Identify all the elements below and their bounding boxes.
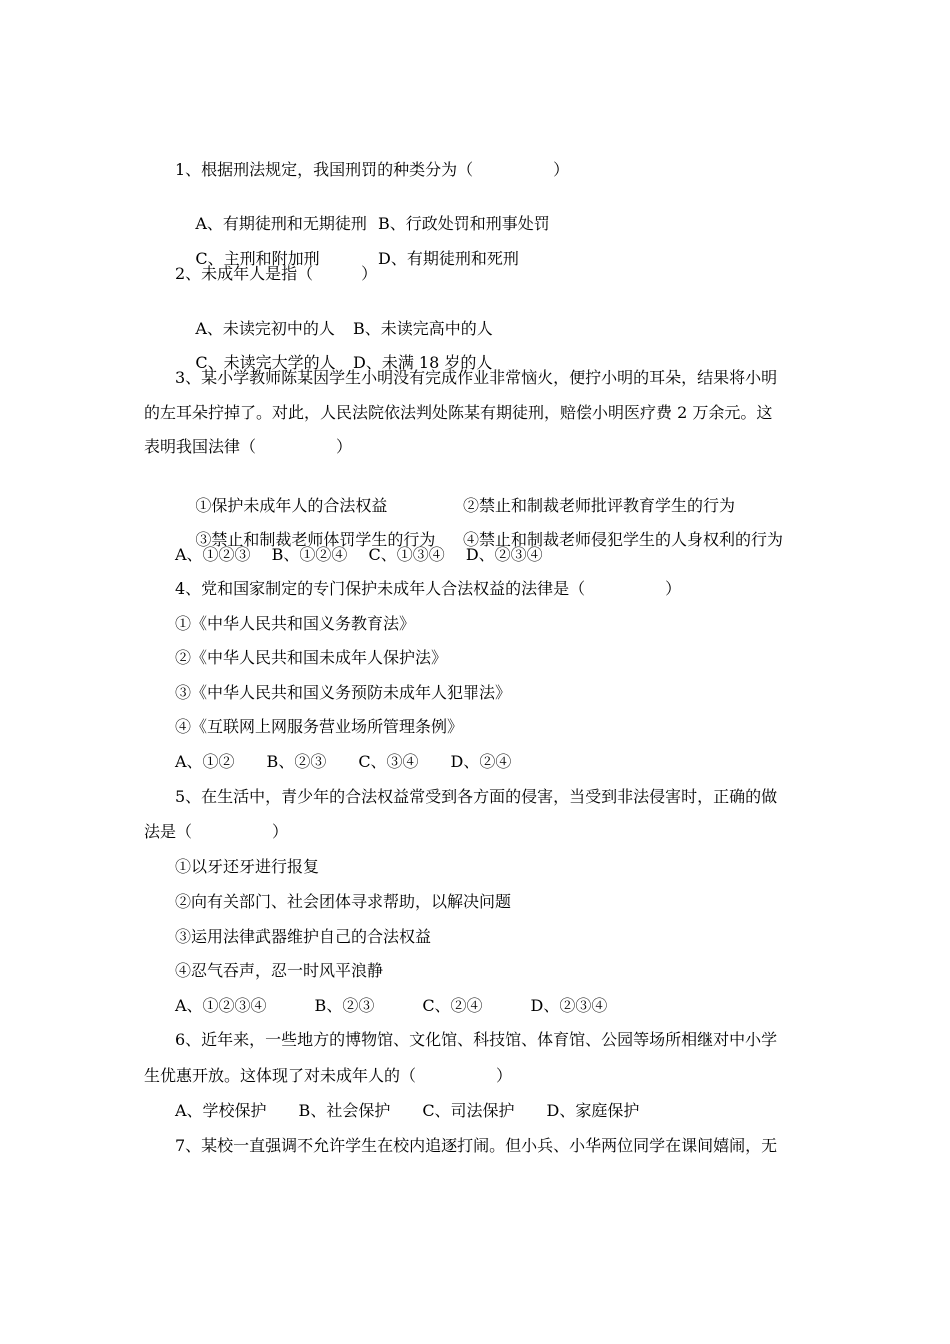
question-6-answer-options: A、学校保护 B、社会保护 C、司法保护 D、家庭保护 xyxy=(175,1101,640,1120)
option-d: D、有期徒刑和死刑 xyxy=(378,249,519,268)
question-3-answer-options: A、①②③ B、①②④ C、①③④ D、②③④ xyxy=(175,545,543,564)
question-5-stem-line-2: 法是（ ） xyxy=(144,822,289,841)
question-4-answer-options: A、①② B、②③ C、③④ D、②④ xyxy=(175,752,512,771)
question-3-stem-line-2: 的左耳朵拧掉了。对此，人民法院依法判处陈某有期徒刑，赔偿小明医疗费 2 万余元。这 xyxy=(144,403,773,422)
question-6-stem-line-2: 生优惠开放。这体现了对未成年人的（ ） xyxy=(144,1066,513,1085)
question-4-stem: 4、党和国家制定的专门保护未成年人合法权益的法律是（ ） xyxy=(175,579,682,598)
question-5-stem-line-1: 5、在生活中，青少年的合法权益常受到各方面的侵害，当受到非法侵害时，正确的做 xyxy=(175,787,778,806)
question-4-statement-1: ①《中华人民共和国义务教育法》 xyxy=(175,614,416,633)
option-a: A、未读完初中的人 xyxy=(195,319,335,338)
question-5-statement-3: ③运用法律武器维护自己的合法权益 xyxy=(175,927,432,946)
question-2-stem: 2、未成年人是指（ ） xyxy=(175,264,378,283)
question-5-statement-4: ④忍气吞声，忍一时风平浪静 xyxy=(175,961,384,980)
question-3-stem-line-1: 3、某小学教师陈某因学生小明没有完成作业非常恼火，便拧小明的耳朵，结果将小明 xyxy=(175,368,778,387)
question-6-stem-line-1: 6、近年来，一些地方的博物馆、文化馆、科技馆、体育馆、公园等场所相继对中小学 xyxy=(175,1030,778,1049)
question-4-statement-4: ④《互联网上网服务营业场所管理条例》 xyxy=(175,717,464,736)
question-4-statement-2: ②《中华人民共和国未成年人保护法》 xyxy=(175,648,448,667)
statement-3: ③禁止和制裁老师体罚学生的行为 xyxy=(195,530,436,549)
question-7-stem-line-1: 7、某校一直强调不允许学生在校内追逐打闹。但小兵、小华两位同学在课间嬉闹，无 xyxy=(175,1136,778,1155)
question-5-statement-1: ①以牙还牙进行报复 xyxy=(175,857,320,876)
question-5-answer-options: A、①②③④ B、②③ C、②④ D、②③④ xyxy=(175,996,608,1015)
option-c: C、主刑和附加刑 xyxy=(195,249,320,268)
option-c: C、未读完大学的人 xyxy=(195,353,336,372)
question-3-stem-line-3: 表明我国法律（ ） xyxy=(144,437,353,456)
statement-4: ④禁止和制裁老师侵犯学生的人身权利的行为 xyxy=(463,530,784,549)
statement-1: ①保护未成年人的合法权益 xyxy=(195,496,388,515)
question-4-statement-3: ③《中华人民共和国义务预防未成年人犯罪法》 xyxy=(175,683,512,702)
option-b: B、未读完高中的人 xyxy=(353,319,493,338)
statement-2: ②禁止和制裁老师批评教育学生的行为 xyxy=(463,496,736,515)
option-b: B、行政处罚和刑事处罚 xyxy=(378,214,550,233)
option-d: D、未满 18 岁的人 xyxy=(353,353,493,372)
question-5-statement-2: ②向有关部门、社会团体寻求帮助，以解决问题 xyxy=(175,892,512,911)
option-a: A、有期徒刑和无期徒刑 xyxy=(195,214,367,233)
question-1-stem: 1、根据刑法规定，我国刑罚的种类分为（ ） xyxy=(175,160,570,179)
